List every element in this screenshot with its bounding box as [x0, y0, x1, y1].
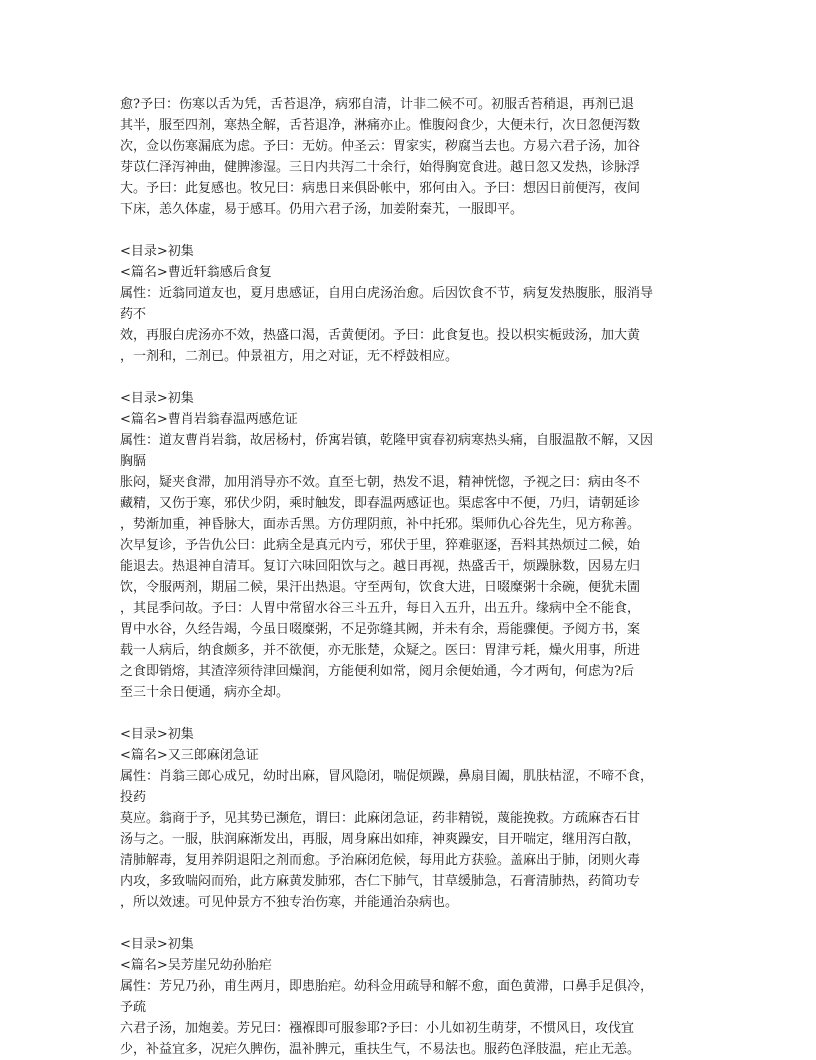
text-line: 属性：肖翁三郎心成兄，幼时出麻，冒风隐闭，喘促烦躁，鼻扇目阖，肌肤枯涩，不啼不食，: [120, 769, 654, 784]
text-line: ，一剂和，二剂已。仲景祖方，用之对证，无不桴鼓相应。: [120, 349, 459, 364]
text-line: 其半，服至四剂，寒热全解，舌苔退净，淋痛亦止。惟腹闷食少，大便未行，次日忽便泻数: [120, 118, 641, 133]
text-line: ，势渐加重，神昏脉大，面赤舌黑。方仿理阴煎，补中托邪。渠师仇心谷先生，见方称善。: [120, 517, 641, 532]
text-line: 属性：芳兄乃孙，甫生两月，即患胎疟。幼科佥用疏导和解不愈，面色黄滞，口鼻手足俱冷，: [120, 979, 654, 994]
text-line: 少，补益宜多，况疟久脾伤，温补脾元，重扶生气，不易法也。服药色泽肢温，疟止无恙。: [120, 1042, 641, 1057]
catalog-label: <目录>初集: [120, 727, 194, 742]
text-line: 次，佥以伤寒漏底为虑。予曰：无妨。仲圣云：胃家实，秽腐当去也。方易六君子汤，加谷: [120, 139, 641, 154]
case-section: [120, 241, 700, 367]
text-line: 下床，恙久体虚，易于感耳。仍用六君子汤，加姜附秦艽，一服即平。: [120, 202, 524, 217]
case-section: [120, 934, 700, 1060]
case-title: <篇名>吴芳崖兄幼孙胎疟: [120, 958, 272, 973]
text-line: 大。予曰：此复感也。牧兄曰：病患日来俱卧帐中，邪何由入。予曰：想因日前便泻，夜间: [120, 181, 641, 196]
text-line: 胀闷，疑夹食滞，加用消导亦不效。直至七朝，热发不退，精神恍惚，予视之曰：病由冬不: [120, 475, 641, 490]
text-line: 清肺解毒，复用养阴退阳之剂而愈。予治麻闭危候，每用此方获验。盖麻出于肺，闭则火毒: [120, 853, 641, 868]
text-line: 之食即销熔，其渣滓须待津回燥润，方能便利如常，阅月余便始通，今才两旬，何虑为?后: [120, 664, 634, 679]
case-title: <篇名>曹肖岩翁春温两感危证: [120, 412, 298, 427]
case-title: <篇名>又三郎麻闭急证: [120, 748, 259, 763]
text-line: 愈?予曰：伤寒以舌为凭，舌苔退净，病邪自清，计非二候不可。初服舌苔稍退，再剂已退: [120, 97, 634, 112]
catalog-label: <目录>初集: [120, 391, 194, 406]
text-line: 属性：道友曹肖岩翁，故居杨村，侨寓岩镇，乾隆甲寅春初病寒热头痛，自服温散不解，又因: [120, 433, 654, 448]
text-line: 芽苡仁泽泻神曲，健脾渗湿。三日内共泻二十余行，始得胸宽食进。越日忽又发热，诊脉浮: [120, 160, 641, 175]
text-line: 效，再服白虎汤亦不效，热盛口渴，舌黄便闭。予曰：此食复也。投以枳实栀豉汤，加大黄: [120, 328, 641, 343]
text-line: 内攻，多致喘闷而殆，此方麻黄发肺邪，杏仁下肺气，甘草缓肺急，石膏清肺热，药简功专: [120, 874, 641, 889]
text-line: 予疏: [120, 1000, 147, 1015]
text-line: 六君子汤，加炮姜。芳兄曰：襁褓即可服参耶?予曰：小儿如初生萌芽，不惯风日，攻伐宜: [120, 1021, 634, 1036]
case-section: [120, 388, 700, 703]
case-title: <篇名>曹近轩翁感后食复: [120, 265, 272, 280]
text-line: ，其昆季问故。予曰：人胃中常留水谷三斗五升，每日入五升，出五升。缘病中全不能食，: [120, 601, 641, 616]
document-page: [120, 94, 700, 1060]
text-line: 莫应。翁商于予，见其势已濒危，谓曰：此麻闭急证，药非精锐，蔑能挽救。方疏麻杏石甘: [120, 811, 641, 826]
text-line: 汤与之。一服，肤润麻渐发出，再服，周身麻出如痱，神爽躁安，目开喘定，继用泻白散，: [120, 832, 641, 847]
text-line: 至三十余日便通，病亦全却。: [120, 685, 290, 700]
case-section: [120, 724, 700, 913]
text-line: 藏精，又伤于寒，邪伏少阴，乘时触发，即春温两感证也。渠虑客中不便，乃归，请朝延诊: [120, 496, 641, 511]
text-line: 药不: [120, 307, 147, 322]
text-line: 属性：近翁同道友也，夏月患感证，自用白虎汤治愈。后因饮食不节，病复发热腹胀，服消导: [120, 286, 654, 301]
text-line: 投药: [120, 790, 147, 805]
text-line: 饮，令服两剂，期届二候，果汗出热退。守至两旬，饮食大进，日啜糜粥十余碗，便犹未圊: [120, 580, 641, 595]
text-line: 胸膈: [120, 454, 147, 469]
intro-paragraph: [120, 94, 700, 220]
text-line: 次早复诊，予告仇公曰：此病全是真元内亏，邪伏于里，猝难驱逐，吾料其热烦过二候，始: [120, 538, 641, 553]
text-line: 胃中水谷，久经告竭，今虽日啜糜粥，不足弥缝其阙，并未有余，焉能骤便。予阅方书，案: [120, 622, 641, 637]
catalog-label: <目录>初集: [120, 937, 194, 952]
text-line: 能退去。热退神自清耳。复订六味回阳饮与之。越日再视，热盛舌干，烦躁脉数，因易左归: [120, 559, 641, 574]
text-line: ，所以效速。可见仲景方不独专治伤寒，并能通治杂病也。: [120, 895, 459, 910]
catalog-label: <目录>初集: [120, 244, 194, 259]
text-line: 载一人病后，纳食颇多，并不欲便，亦无胀楚，众疑之。医曰：胃津亏耗，燥火用事，所进: [120, 643, 641, 658]
